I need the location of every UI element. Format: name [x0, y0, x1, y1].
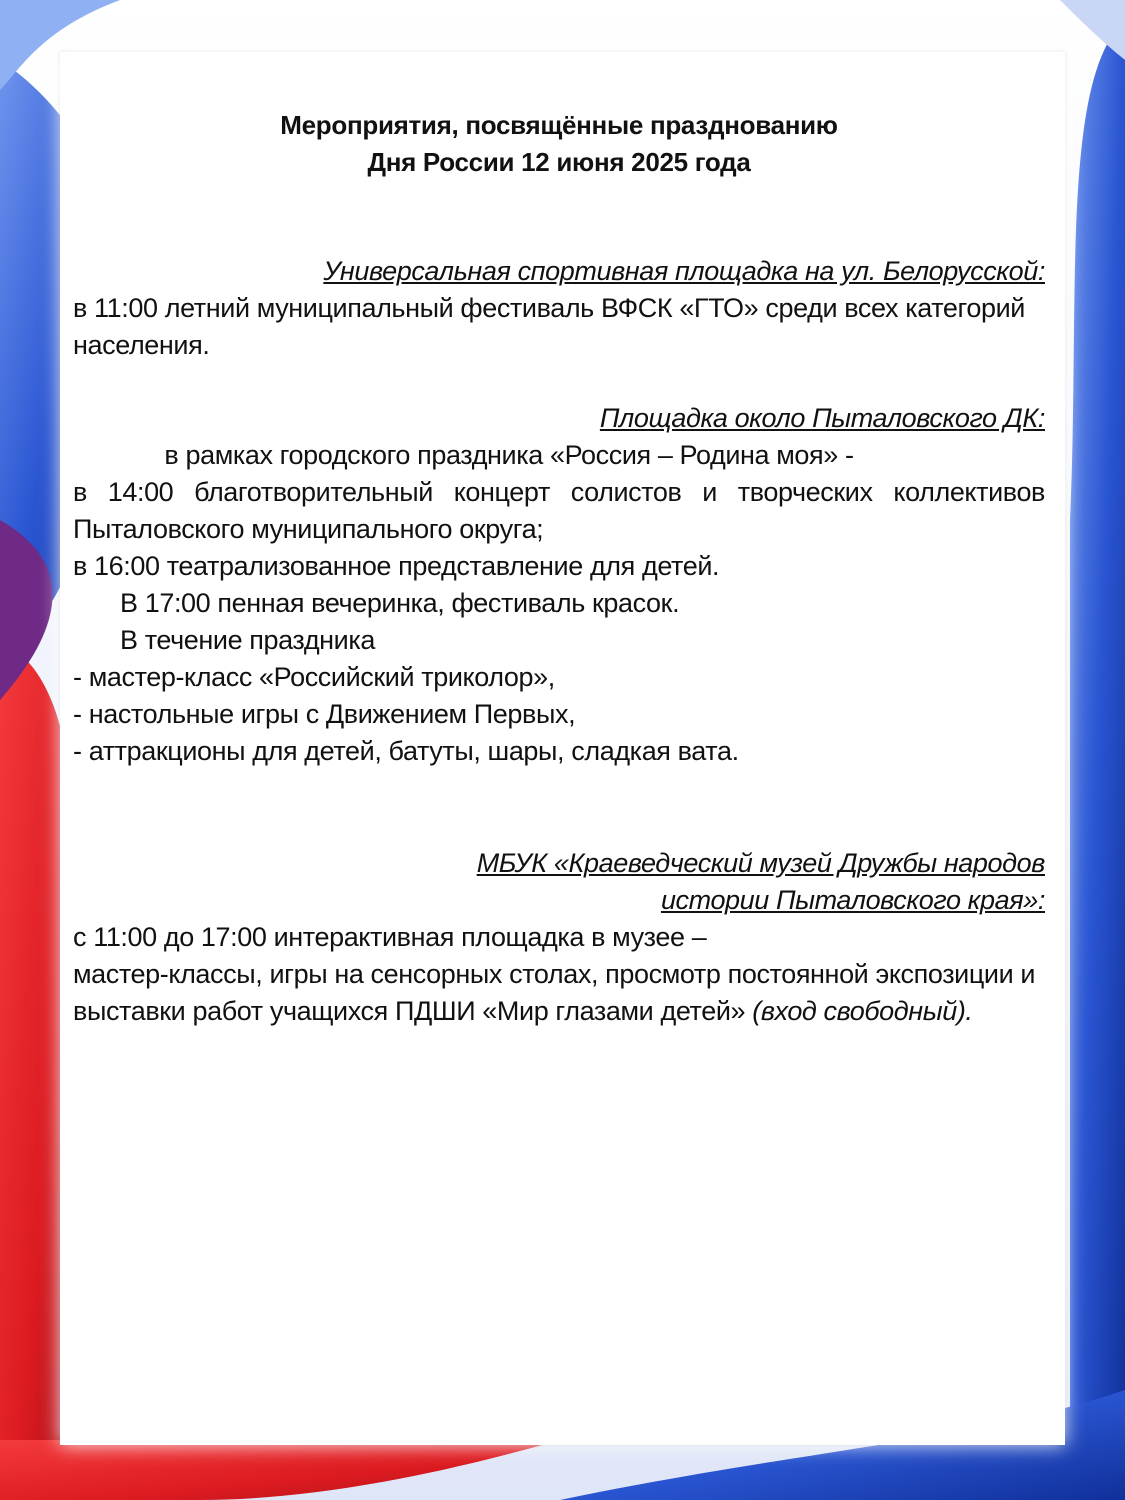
- list-item: - мастер-класс «Российский триколор»,: [73, 662, 555, 692]
- event-line: с 11:00 до 17:00 интерактивная площадка в музее –: [73, 922, 707, 952]
- event-line: В течение праздника: [120, 625, 375, 655]
- section-culture-house: [73, 400, 1045, 770]
- festival-intro: в рамках городского праздника «Россия – Родина моя» -: [164, 440, 854, 470]
- event-line: Пыталовского муниципального округа;: [73, 514, 544, 544]
- document-title: [73, 107, 1045, 181]
- section-sports-ground: [73, 253, 1045, 364]
- event-line: В 17:00 пенная вечеринка, фестиваль красок.: [120, 588, 680, 618]
- title-line-2: Дня России 12 июня 2025 года: [367, 147, 751, 177]
- venue-heading: истории Пыталовского края»:: [660, 885, 1045, 915]
- event-line: [73, 993, 1045, 1030]
- event-line: в 11:00 летний муниципальный фестиваль ВФСК «ГТО» среди всех категорий: [73, 293, 1025, 323]
- free-entry-note: (вход свободный).: [752, 996, 973, 1026]
- event-line: в 14:00 благотворительный концерт солистов и творческих коллективов: [73, 477, 1045, 507]
- venue-heading: МБУК «Краеведческий музей Дружбы народов: [476, 848, 1045, 878]
- event-text: выставки работ учащихся ПДШИ «Мир глазами детей»: [73, 996, 746, 1026]
- event-line: в 16:00 театрализованное представление для детей.: [73, 551, 720, 581]
- event-line: мастер-классы, игры на сенсорных столах, просмотр постоянной экспозиции и: [73, 959, 1036, 989]
- list-item: - аттракционы для детей, батуты, шары, сладкая вата.: [73, 736, 739, 766]
- venue-heading: Универсальная спортивная площадка на ул. Белорусской:: [323, 256, 1045, 286]
- document-sheet: [60, 52, 1065, 1445]
- event-line: населения.: [73, 330, 210, 360]
- list-item: - настольные игры с Движением Первых,: [73, 699, 576, 729]
- venue-heading: Площадка около Пыталовского ДК:: [599, 403, 1045, 433]
- section-museum: [73, 845, 1045, 1030]
- title-line-1: Мероприятия, посвящённые празднованию: [280, 110, 838, 140]
